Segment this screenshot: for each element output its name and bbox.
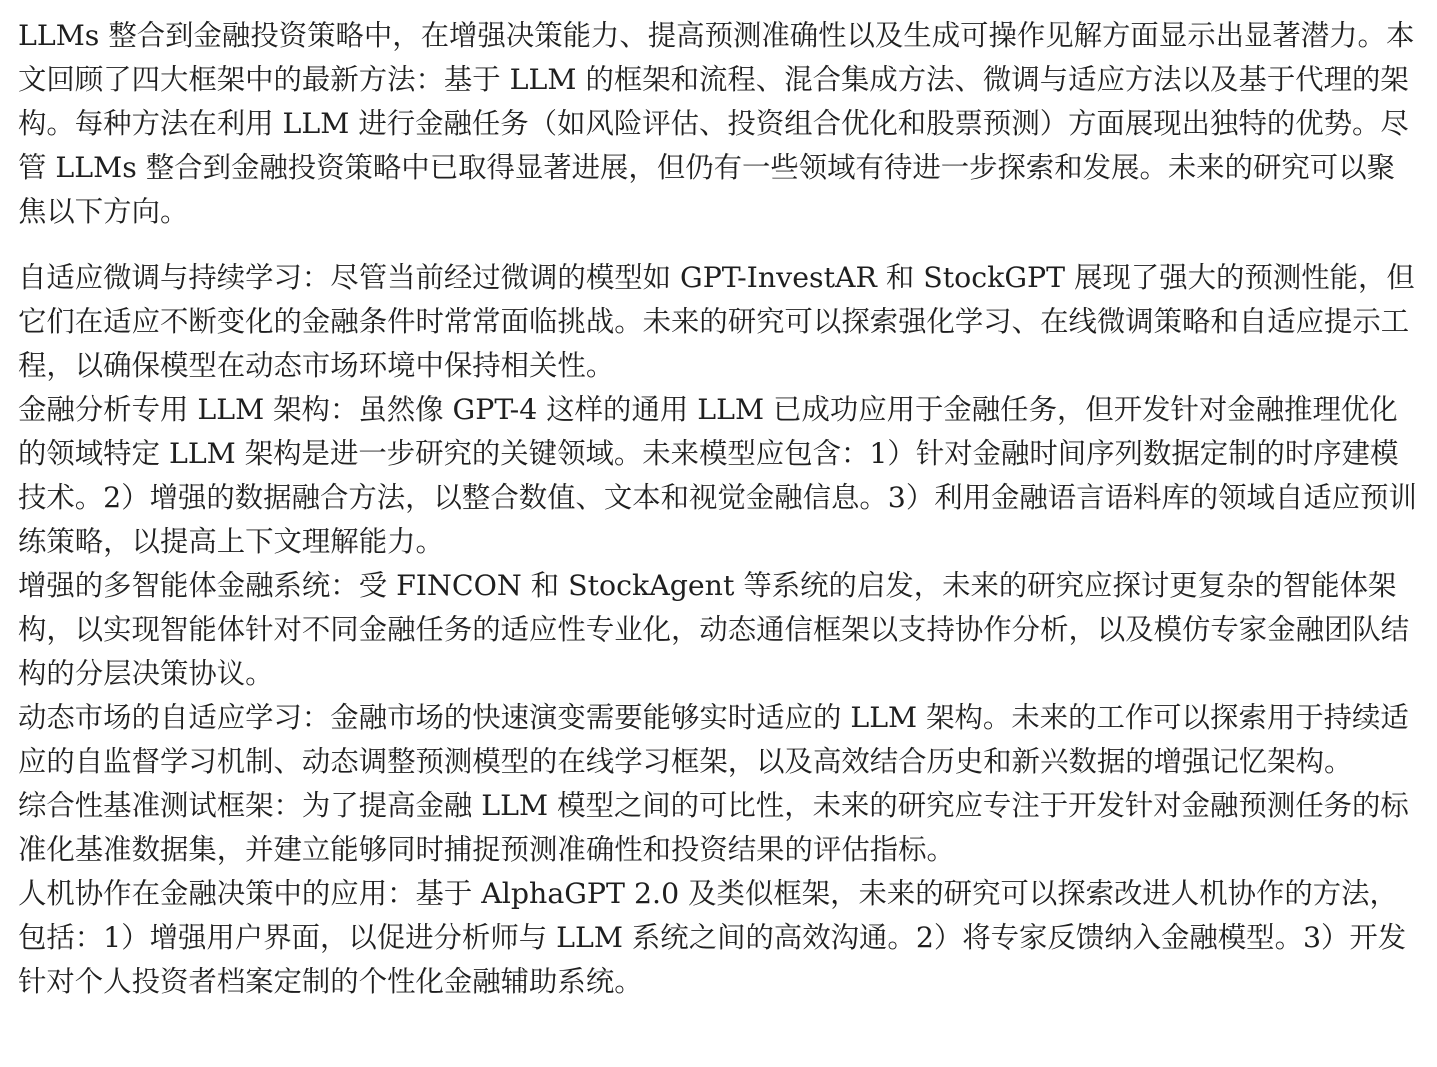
direction-adaptive-finetuning: 自适应微调与持续学习：尽管当前经过微调的模型如 GPT-InvestAR 和 StockGPT 展现了强大的预测性能，但它们在适应不断变化的金融条件时常常面临挑战。未来的研究可以探索强化学习、在线微调策略和自适应提示工程，以确保模型在动态市场环境中保持相关性。	[18, 261, 1415, 382]
direction-human-ai-collaboration: 人机协作在金融决策中的应用：基于 AlphaGPT 2.0 及类似框架，未来的研究可以探索改进人机协作的方法，包括：1）增强用户界面，以促进分析师与 LLM 系统之间的高效沟通。2）将专家反馈纳入金融模型。3）开发针对个人投资者档案定制的个性化金融辅助系统。	[18, 877, 1407, 998]
direction-multi-agent-systems: 增强的多智能体金融系统：受 FINCON 和 StockAgent 等系统的启发，未来的研究应探讨更复杂的智能体架构，以实现智能体针对不同金融任务的适应性专业化，动态通信框架以支持协作分析，以及模仿专家金融团队结构的分层决策协议。	[18, 569, 1410, 690]
intro-paragraph: LLMs 整合到金融投资策略中，在增强决策能力、提高预测准确性以及生成可操作见解方面显示出显著潜力。本文回顾了四大框架中的最新方法：基于 LLM 的框架和流程、混合集成方法、微调与适应方法以及基于代理的架构。每种方法在利用 LLM 进行金融任务（如风险评估、投资组合优化和股票预测）方面展现出独特的优势。尽管 LLMs 整合到金融投资策略中已取得显著进展，但仍有一些领域有待进一步探索和发展。未来的研究可以聚焦以下方向。	[18, 19, 1415, 228]
direction-dynamic-market-learning: 动态市场的自适应学习：金融市场的快速演变需要能够实时适应的 LLM 架构。未来的工作可以探索用于持续适应的自监督学习机制、动态调整预测模型的在线学习框架，以及高效结合历史和新兴数据的增强记忆架构。	[18, 701, 1409, 778]
article-body	[18, 14, 1418, 1004]
direction-benchmark-framework: 综合性基准测试框架：为了提高金融 LLM 模型之间的可比性，未来的研究应专注于开发针对金融预测任务的标准化基准数据集，并建立能够同时捕捉预测准确性和投资结果的评估指标。	[18, 789, 1409, 866]
direction-finance-llm-architecture: 金融分析专用 LLM 架构：虽然像 GPT-4 这样的通用 LLM 已成功应用于金融任务，但开发针对金融推理优化的领域特定 LLM 架构是进一步研究的关键领域。未来模型应包含：1）针对金融时间序列数据定制的时序建模技术。2）增强的数据融合方法，以整合数值、文本和视觉金融信息。3）利用金融语言语料库的领域自适应预训练策略，以提高上下文理解能力。	[18, 393, 1417, 558]
